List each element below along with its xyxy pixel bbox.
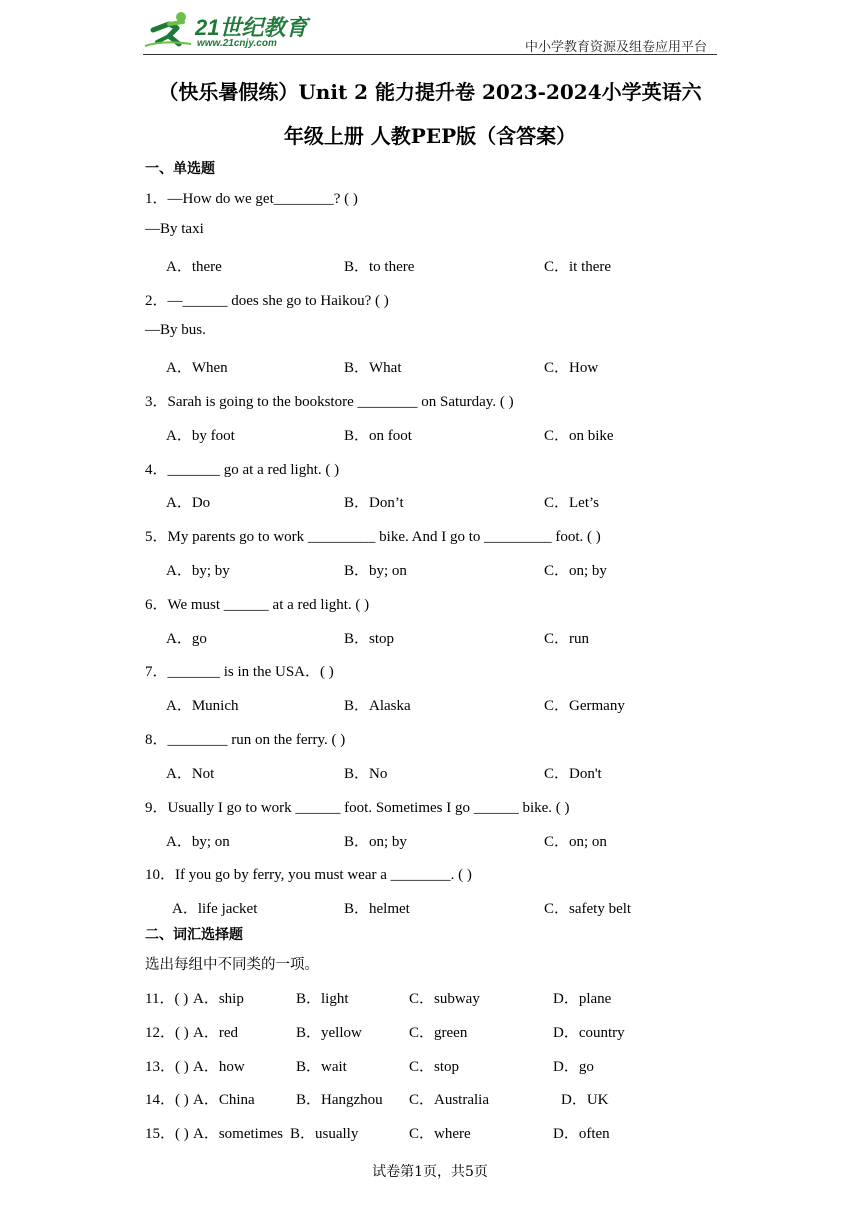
option-d: D．go [553,1059,594,1075]
option-c: C．run [544,631,590,647]
option-a: A．life jacket [172,901,258,917]
option-c: C．Australia [409,1092,489,1108]
option-b: B．What [344,360,402,376]
question-number: 13．( ) [145,1059,189,1075]
option-c: C．green [409,1025,468,1041]
option-a: A．sometimes [193,1126,283,1142]
document-title-line1: （快乐暑假练）Unit 2 能力提升卷 2023-2024小学英语六 [158,80,702,104]
option-a: A．ship [193,991,244,1007]
logo-text: 21世纪教育 [195,15,308,40]
question-stem: 1．—How do we get________? ( ) [145,191,358,207]
option-b: B．on; by [344,834,407,850]
header-platform-label: 中小学教育资源及组卷应用平台 [524,40,707,55]
option-b: B．No [344,766,388,782]
option-b: B．usually [290,1126,359,1142]
option-c: C．subway [409,991,480,1007]
question-stem: 2．—______ does she go to Haikou? ( ) [145,293,389,309]
option-c: C．on bike [544,428,614,444]
option-a: A．Do [166,495,211,511]
question-stem: 9．Usually I go to work ______ foot. Sometimes I go ______ bike. ( ) [145,800,570,816]
question-number: 12．( ) [145,1025,189,1041]
option-c: C．where [409,1126,471,1142]
option-c: C．Let’s [544,495,599,511]
option-c: C．safety belt [544,901,632,917]
option-a: A．Munich [166,698,239,714]
question-number: 11．( ) [145,991,189,1007]
runner-logo-icon [143,10,195,50]
question-stem: 5．My parents go to work _________ bike. And I go to _________ foot. ( ) [145,529,601,545]
option-b: B．Hangzhou [296,1092,383,1108]
question-number: 14．( ) [145,1092,189,1108]
section-heading-single-choice: 一、单选题 [145,161,215,177]
option-b: B．stop [344,631,395,647]
option-b: B．by; on [344,563,407,579]
option-b: B．Don’t [344,495,404,511]
option-d: D．country [553,1025,625,1041]
option-a: A．by; by [166,563,230,579]
option-d: D．often [553,1126,610,1142]
question-stem: 8．________ run on the ferry. ( ) [145,732,346,748]
question-stem: 10．If you go by ferry, you must wear a ________. ( ) [145,867,472,883]
question-stem: 3．Sarah is going to the bookstore ________ on Saturday. ( ) [145,394,514,410]
section-instruction: 选出每组中不同类的一项。 [145,957,319,973]
question-stem: 7．_______ is in the USA．( ) [145,664,334,680]
option-b: B．on foot [344,428,412,444]
option-a: A．When [166,360,228,376]
option-a: A．Not [166,766,215,782]
question-stem: 6．We must ______ at a red light. ( ) [145,597,370,613]
question-stem: 4．_______ go at a red light. ( ) [145,462,340,478]
option-b: B．yellow [296,1025,362,1041]
option-c: C．Germany [544,698,625,714]
option-b: B．light [296,991,349,1007]
option-c: C．on; by [544,563,607,579]
option-a: A．red [193,1025,238,1041]
page-header [143,8,717,55]
question-extra: —By taxi [145,221,204,237]
option-a: A．go [166,631,207,647]
option-b: B．wait [296,1059,347,1075]
option-d: D．plane [553,991,612,1007]
option-c: C．it there [544,259,612,275]
option-c: C．How [544,360,599,376]
option-a: A．how [193,1059,245,1075]
option-a: A．by; on [166,834,230,850]
option-b: B．Alaska [344,698,411,714]
question-extra: —By bus. [145,322,206,338]
option-a: A．there [166,259,222,275]
option-a: A．by foot [166,428,235,444]
option-d: D．UK [561,1092,609,1108]
question-number: 15．( ) [145,1126,189,1142]
option-c: C．stop [409,1059,460,1075]
option-c: C．on; on [544,834,607,850]
site-logo [143,10,313,50]
page-footer: 试卷第1页，共5页 [372,1164,488,1180]
logo-url: www.21cnjy.com [197,38,277,49]
section-heading-vocabulary: 二、词汇选择题 [145,927,243,943]
option-a: A．China [193,1092,255,1108]
document-title-line2: 年级上册 人教PEP版（含答案） [283,124,577,148]
option-b: B．helmet [344,901,410,917]
option-c: C．Don't [544,766,602,782]
option-b: B．to there [344,259,415,275]
